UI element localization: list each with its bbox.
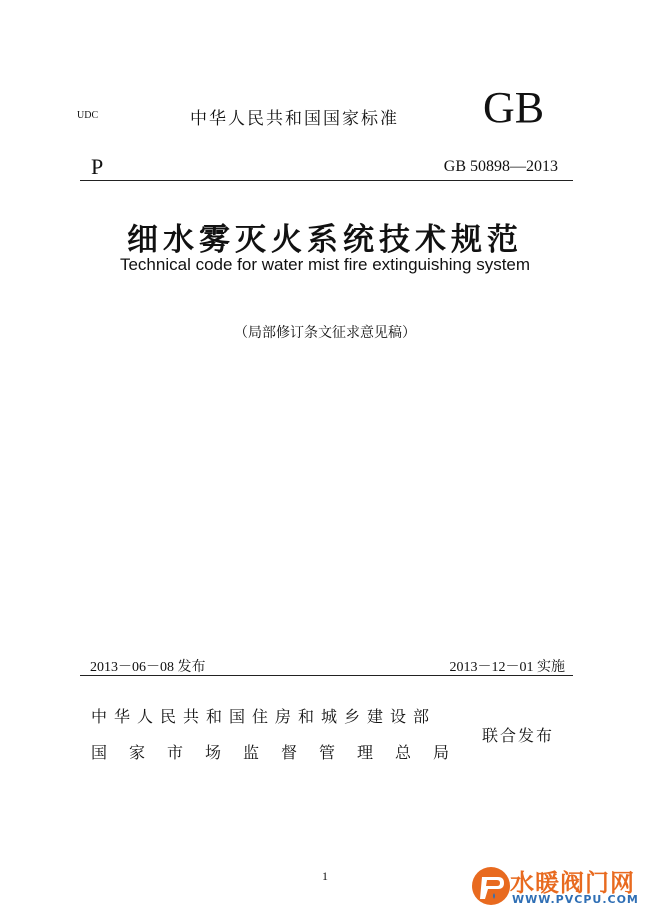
page-number: 1: [322, 869, 328, 883]
national-standard-heading: 中华人民共和国国家标准: [190, 109, 399, 129]
classification-code: P: [91, 154, 104, 179]
implementation-date: 2013－12－01 实施: [449, 660, 565, 675]
watermark-brand: 水暖阀门网: [510, 869, 635, 897]
faucet-logo-icon: [470, 865, 512, 907]
document-title-en: Technical code for water mist fire extinguishing system: [119, 255, 531, 274]
issue-date: 2013－06－08 发布: [90, 660, 206, 675]
joint-release-label: 联合发布: [482, 726, 555, 745]
document-title-cn: 细水雾灭火系统技术规范: [127, 222, 523, 258]
watermark-url: WWW.PVCPU.COM: [512, 893, 639, 906]
draft-subtitle: （局部修订条文征求意见稿）: [234, 325, 416, 341]
bottom-divider: [80, 675, 573, 676]
standard-number: GB 50898—2013: [443, 158, 558, 175]
issuer-administration: 国家市场监督管理总局: [91, 743, 472, 762]
site-watermark: [470, 859, 640, 911]
issuer-ministry: 中华人民共和国住房和城乡建设部: [91, 707, 437, 726]
top-divider: [80, 180, 573, 181]
udc-label: UDC: [77, 110, 99, 121]
gb-logo: GB: [483, 83, 545, 132]
